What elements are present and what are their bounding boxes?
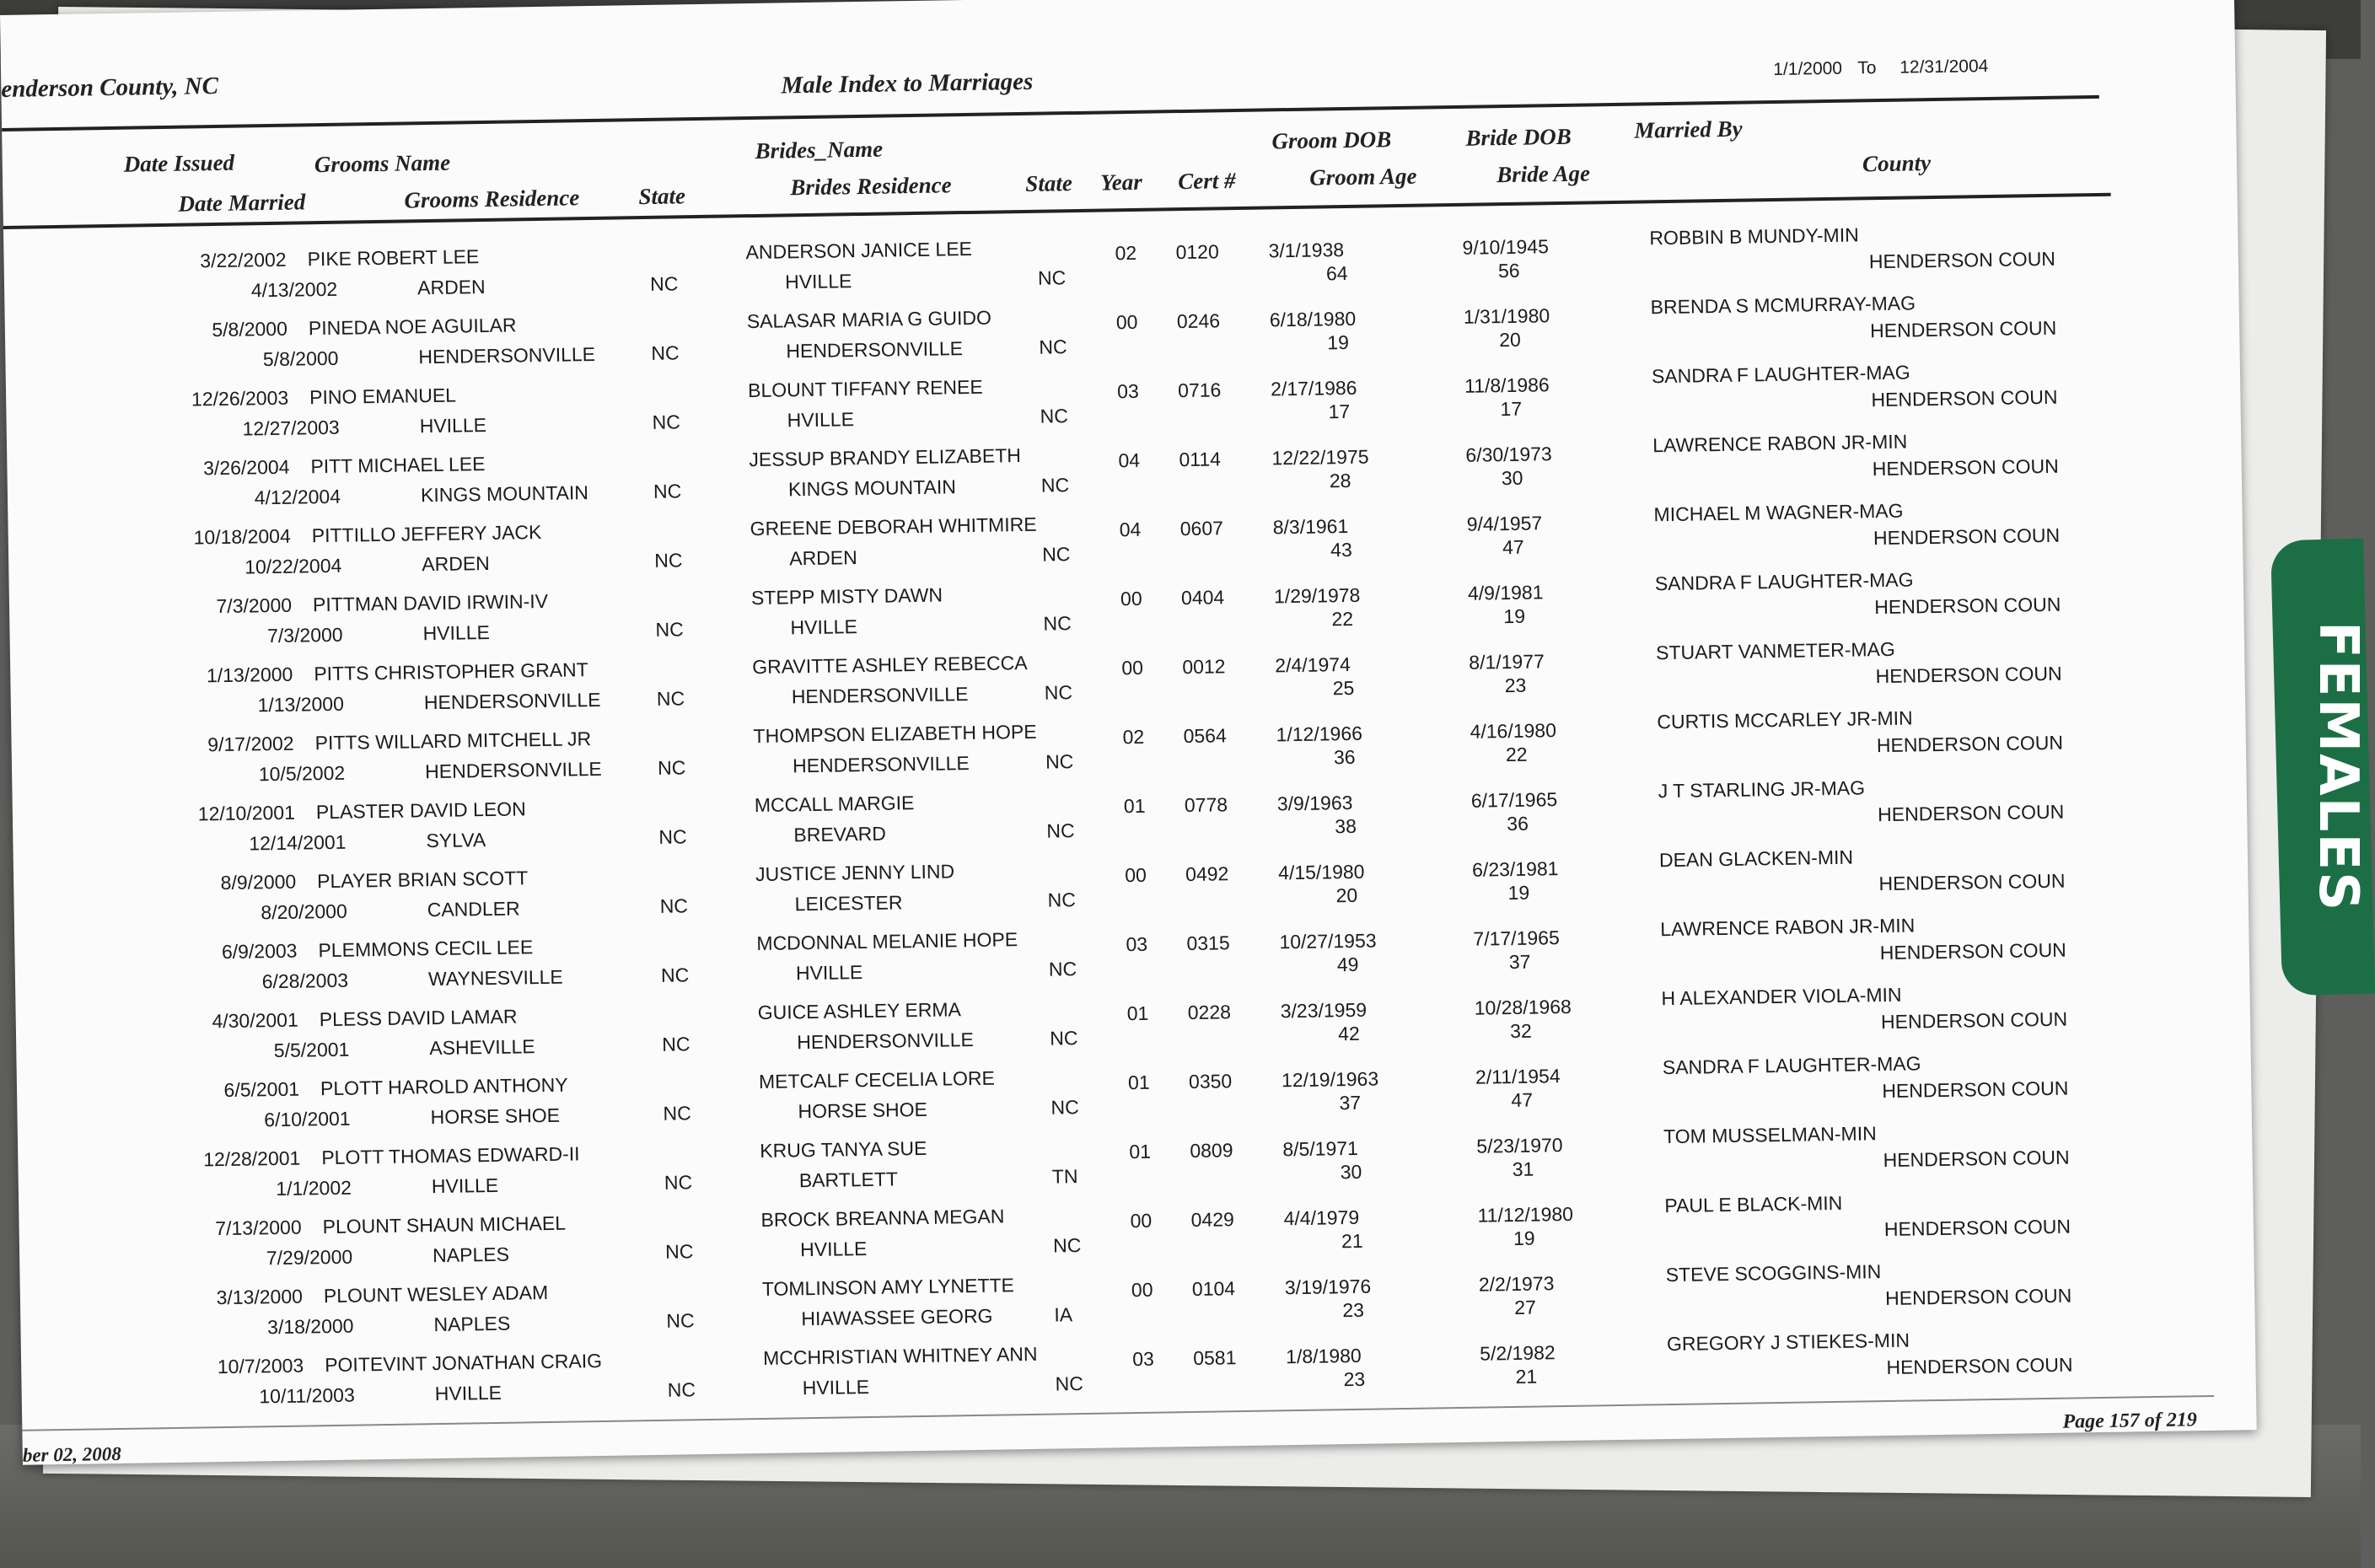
- date-married-cell: 4/12/2004: [254, 485, 341, 509]
- cert-cell: 0716: [1177, 379, 1222, 402]
- col-date-issued: Date Issued: [123, 149, 235, 177]
- col-brides-residence: Brides Residence: [790, 172, 952, 201]
- bride-dob-cell: 9/10/1945: [1462, 235, 1550, 259]
- cert-cell: 0104: [1191, 1277, 1236, 1300]
- bride-name-cell: STEPP MISTY DAWN: [750, 583, 943, 609]
- date-married-cell: 1/1/2002: [276, 1176, 352, 1200]
- date-married-cell: 7/29/2000: [266, 1245, 353, 1270]
- date-issued-cell: 3/26/2004: [202, 455, 290, 480]
- groom-dob-cell: 12/22/1975: [1271, 445, 1369, 470]
- date-issued-cell: 7/13/2000: [215, 1216, 302, 1240]
- married-by-cell: LAWRENCE RABON JR-MIN: [1652, 430, 1908, 457]
- groom-state-cell: NC: [664, 1240, 694, 1263]
- bride-state-cell: TN: [1051, 1165, 1078, 1188]
- date-issued-cell: 6/9/2003: [221, 939, 298, 964]
- bride-name-cell: GUICE ASHLEY ERMA: [757, 998, 962, 1024]
- bride-dob-cell: 2/11/1954: [1475, 1065, 1561, 1088]
- bride-dob-cell: 11/8/1986: [1464, 373, 1550, 397]
- date-issued-cell: 1/13/2000: [206, 663, 293, 687]
- groom-name-cell: PITT MICHAEL LEE: [310, 453, 486, 478]
- bride-age-cell: 31: [1512, 1157, 1534, 1180]
- bride-state-cell: NC: [1050, 1027, 1078, 1050]
- bride-name-cell: SALASAR MARIA G GUIDO: [746, 306, 992, 333]
- year-cell: 00: [1131, 1278, 1153, 1302]
- print-date: ber 02, 2008: [22, 1442, 121, 1466]
- groom-residence-cell: HENDERSONVILLE: [424, 757, 602, 783]
- groom-age-cell: 25: [1332, 676, 1355, 700]
- bride-residence-cell: HVILLE: [790, 615, 857, 639]
- bride-residence-cell: HENDERSONVILLE: [792, 752, 970, 777]
- date-range-to-label: To: [1857, 58, 1877, 78]
- groom-state-cell: NC: [660, 964, 690, 986]
- date-range-to: 12/31/2004: [1899, 56, 1989, 78]
- year-cell: 01: [1126, 1001, 1149, 1025]
- groom-name-cell: PIKE ROBERT LEE: [307, 245, 480, 271]
- married-by-cell: SANDRA F LAUGHTER-MAG: [1662, 1052, 1921, 1079]
- date-issued-cell: 12/28/2001: [203, 1146, 301, 1171]
- cert-cell: 0404: [1180, 586, 1225, 609]
- year-cell: 03: [1116, 379, 1139, 403]
- bride-dob-cell: 8/1/1977: [1469, 650, 1545, 674]
- year-cell: 01: [1123, 794, 1146, 818]
- married-by-cell: ROBBIN B MUNDY-MIN: [1649, 223, 1859, 250]
- bride-dob-cell: 5/23/1970: [1476, 1134, 1563, 1157]
- groom-state-cell: NC: [662, 1033, 690, 1055]
- married-by-cell: STUART VANMETER-MAG: [1655, 637, 1895, 664]
- bride-state-cell: NC: [1037, 266, 1067, 289]
- date-issued-cell: 4/30/2001: [212, 1008, 298, 1033]
- groom-residence-cell: HORSE SHOE: [430, 1104, 561, 1129]
- groom-residence-cell: HVILLE: [431, 1173, 499, 1198]
- married-by-cell: TOM MUSSELMAN-MIN: [1663, 1122, 1877, 1148]
- bride-state-cell: NC: [1050, 1096, 1079, 1119]
- cert-cell: 0429: [1190, 1208, 1234, 1231]
- year-cell: 00: [1121, 656, 1144, 679]
- groom-dob-cell: 2/4/1974: [1275, 652, 1351, 677]
- married-by-cell: CURTIS MCCARLEY JR-MIN: [1657, 706, 1913, 733]
- bride-state-cell: NC: [1048, 958, 1077, 980]
- married-by-cell: LAWRENCE RABON JR-MIN: [1660, 914, 1916, 941]
- bride-age-cell: 56: [1497, 259, 1520, 282]
- groom-name-cell: PITTS WILLARD MITCHELL JR: [314, 728, 592, 754]
- bride-age-cell: 19: [1507, 881, 1530, 905]
- date-married-cell: 3/18/2000: [266, 1314, 354, 1339]
- married-by-cell: H ALEXANDER VIOLA-MIN: [1661, 983, 1902, 1010]
- cert-cell: 0228: [1187, 1001, 1232, 1024]
- groom-name-cell: PLAYER BRIAN SCOTT: [316, 867, 529, 893]
- groom-state-cell: NC: [659, 894, 689, 917]
- county-cell: HENDERSON COUN: [1880, 1007, 2068, 1034]
- bride-age-cell: 21: [1515, 1365, 1538, 1388]
- groom-residence-cell: ARDEN: [416, 275, 486, 299]
- bride-state-cell: NC: [1040, 474, 1070, 497]
- groom-residence-cell: KINGS MOUNTAIN: [420, 481, 589, 507]
- year-cell: 02: [1115, 241, 1137, 265]
- bride-age-cell: 20: [1499, 328, 1522, 352]
- bride-name-cell: MCCHRISTIAN WHITNEY ANN: [762, 1342, 1038, 1369]
- bride-name-cell: THOMPSON ELIZABETH HOPE: [753, 720, 1037, 748]
- groom-dob-cell: 3/9/1963: [1276, 791, 1353, 815]
- date-married-cell: 5/5/2001: [273, 1038, 350, 1062]
- groom-state-cell: NC: [657, 756, 686, 779]
- groom-dob-cell: 8/3/1961: [1272, 514, 1349, 539]
- bride-residence-cell: BREVARD: [793, 822, 887, 846]
- bride-dob-cell: 5/2/1982: [1479, 1341, 1556, 1365]
- date-issued-cell: 9/17/2002: [207, 732, 294, 756]
- bride-name-cell: METCALF CECELIA LORE: [758, 1066, 996, 1093]
- groom-state-cell: NC: [656, 687, 685, 710]
- groom-state-cell: NC: [654, 549, 683, 572]
- bride-age-cell: 23: [1504, 674, 1527, 697]
- groom-state-cell: NC: [658, 825, 687, 848]
- bride-state-cell: NC: [1040, 405, 1069, 427]
- groom-residence-cell: HVILLE: [419, 413, 487, 438]
- bride-name-cell: JESSUP BRANDY ELIZABETH: [749, 444, 1022, 471]
- bride-dob-cell: 4/16/1980: [1470, 719, 1557, 743]
- index-tab-label: FEMALES: [2307, 621, 2369, 913]
- bride-age-cell: 19: [1513, 1227, 1535, 1249]
- groom-dob-cell: 4/15/1980: [1277, 860, 1365, 884]
- bride-age-cell: 37: [1508, 950, 1531, 974]
- groom-name-cell: PINEDA NOE AGUILAR: [308, 314, 517, 340]
- col-date-married: Date Married: [178, 189, 306, 217]
- date-married-cell: 8/20/2000: [261, 899, 347, 924]
- groom-age-cell: 22: [1331, 607, 1354, 631]
- bride-dob-cell: 2/2/1973: [1478, 1272, 1555, 1296]
- bride-age-cell: 22: [1505, 743, 1528, 766]
- bride-residence-cell: ARDEN: [789, 546, 857, 570]
- bride-dob-cell: 10/28/1968: [1474, 995, 1572, 1019]
- year-cell: 00: [1124, 863, 1147, 887]
- groom-state-cell: NC: [667, 1378, 696, 1401]
- bride-residence-cell: HVILLE: [784, 270, 852, 293]
- groom-residence-cell: HENDERSONVILLE: [423, 688, 601, 714]
- date-issued-cell: 10/7/2003: [217, 1354, 304, 1378]
- married-by-cell: SANDRA F LAUGHTER-MAG: [1651, 361, 1910, 388]
- year-cell: 04: [1118, 448, 1141, 472]
- groom-name-cell: POITEVINT JONATHAN CRAIG: [324, 1349, 603, 1377]
- groom-age-cell: 38: [1335, 814, 1357, 838]
- cert-cell: 0315: [1186, 932, 1230, 955]
- groom-age-cell: 23: [1342, 1298, 1365, 1322]
- bride-residence-cell: HVILLE: [795, 961, 863, 985]
- date-married-cell: 5/8/2000: [262, 346, 339, 371]
- married-by-cell: SANDRA F LAUGHTER-MAG: [1654, 568, 1914, 595]
- date-issued-cell: 12/26/2003: [191, 386, 289, 411]
- groom-age-cell: 19: [1327, 330, 1350, 354]
- groom-name-cell: PLOTT HAROLD ANTHONY: [320, 1073, 568, 1100]
- date-married-cell: 10/22/2004: [244, 554, 342, 578]
- county-cell: HENDERSON COUN: [1886, 1353, 2073, 1379]
- groom-dob-cell: 8/5/1971: [1282, 1136, 1359, 1161]
- groom-age-cell: 42: [1337, 1022, 1360, 1045]
- page-number: Page 157 of 219: [2062, 1409, 2198, 1433]
- col-groom-dob: Groom DOB: [1271, 126, 1392, 154]
- header-rule-top: [2, 95, 2099, 132]
- bride-age-cell: 30: [1501, 466, 1523, 490]
- county-cell: HENDERSON COUN: [1873, 524, 2061, 550]
- county-cell: HENDERSON COUN: [1879, 938, 2066, 964]
- groom-state-cell: NC: [663, 1102, 691, 1125]
- bride-name-cell: BROCK BREANNA MEGAN: [760, 1205, 1005, 1231]
- bride-age-cell: 47: [1502, 535, 1524, 559]
- married-by-cell: GREGORY J STIEKES-MIN: [1666, 1329, 1910, 1356]
- date-issued-cell: 3/13/2000: [216, 1285, 304, 1309]
- groom-name-cell: PITTMAN DAVID IRWIN-IV: [312, 589, 549, 616]
- bride-age-cell: 47: [1511, 1088, 1534, 1112]
- county-cell: HENDERSON COUN: [1876, 731, 2064, 757]
- bride-residence-cell: HENDERSONVILLE: [797, 1028, 975, 1054]
- county-cell: HENDERSON COUN: [1884, 1284, 2072, 1310]
- bride-residence-cell: HVILLE: [799, 1238, 868, 1261]
- groom-dob-cell: 3/1/1938: [1268, 238, 1345, 262]
- bride-name-cell: BLOUNT TIFFANY RENEE: [747, 375, 983, 402]
- date-married-cell: 1/13/2000: [257, 692, 345, 717]
- groom-dob-cell: 10/27/1953: [1279, 929, 1377, 953]
- bride-dob-cell: 6/23/1981: [1471, 857, 1559, 881]
- groom-state-cell: NC: [655, 618, 684, 641]
- year-cell: 02: [1122, 725, 1145, 749]
- cert-cell: 0114: [1179, 448, 1222, 471]
- groom-age-cell: 20: [1335, 883, 1358, 907]
- married-by-cell: DEAN GLACKEN-MIN: [1658, 846, 1854, 872]
- col-groom-state: State: [638, 183, 686, 210]
- header-rule-bottom: [3, 193, 2111, 229]
- bride-residence-cell: BARTLETT: [798, 1168, 899, 1192]
- groom-dob-cell: 1/8/1980: [1285, 1344, 1362, 1368]
- year-cell: 00: [1115, 310, 1138, 334]
- col-married-by: Married By: [1634, 115, 1743, 143]
- date-married-cell: 6/28/2003: [261, 969, 349, 993]
- bride-age-cell: 36: [1507, 812, 1529, 835]
- year-cell: 00: [1130, 1209, 1153, 1232]
- date-married-cell: 12/14/2001: [249, 830, 347, 855]
- date-issued-cell: 3/22/2002: [200, 248, 287, 272]
- bride-dob-cell: 6/17/1965: [1470, 788, 1558, 812]
- col-brides-name: Brides_Name: [755, 136, 884, 164]
- date-married-cell: 10/11/2003: [259, 1383, 355, 1408]
- col-grooms-name: Grooms Name: [314, 149, 451, 178]
- groom-age-cell: 23: [1343, 1367, 1366, 1391]
- cert-cell: 0012: [1182, 655, 1226, 679]
- bride-residence-cell: HVILLE: [787, 408, 855, 432]
- groom-name-cell: PLASTER DAVID LEON: [315, 797, 526, 824]
- date-issued-cell: 10/18/2004: [193, 524, 291, 549]
- bride-name-cell: KRUG TANYA SUE: [760, 1136, 927, 1163]
- groom-residence-cell: WAYNESVILLE: [427, 965, 563, 991]
- year-cell: 04: [1119, 518, 1142, 541]
- col-cert: Cert #: [1178, 168, 1236, 195]
- groom-residence-cell: HVILLE: [422, 620, 491, 645]
- groom-dob-cell: 1/12/1966: [1276, 722, 1363, 746]
- county-cell: HENDERSON COUN: [1877, 800, 2065, 826]
- groom-state-cell: NC: [652, 411, 681, 433]
- cert-cell: 0564: [1183, 724, 1227, 748]
- bride-residence-cell: HORSE SHOE: [798, 1098, 928, 1123]
- bride-dob-cell: 4/9/1981: [1467, 581, 1544, 604]
- bride-name-cell: GREENE DEBORAH WHITMIRE: [750, 513, 1037, 540]
- cert-cell: 0246: [1176, 309, 1221, 333]
- groom-name-cell: PITTS CHRISTOPHER GRANT: [314, 658, 588, 685]
- groom-age-cell: 30: [1340, 1160, 1362, 1184]
- cert-cell: 0607: [1179, 517, 1224, 540]
- bride-name-cell: MCDONNAL MELANIE HOPE: [756, 928, 1018, 955]
- bride-age-cell: 17: [1500, 397, 1523, 421]
- groom-state-cell: NC: [649, 272, 679, 295]
- county-cell: HENDERSON COUN: [1882, 1077, 2069, 1103]
- county-cell: HENDERSON COUN: [1883, 1215, 2071, 1241]
- bride-state-cell: NC: [1055, 1372, 1084, 1395]
- col-county: County: [1862, 150, 1932, 177]
- year-cell: 00: [1120, 587, 1142, 610]
- bride-dob-cell: 1/31/1980: [1463, 304, 1550, 328]
- groom-age-cell: 64: [1325, 261, 1348, 285]
- county-cell: HENDERSON COUN: [1875, 662, 2062, 688]
- married-by-cell: PAUL E BLACK-MIN: [1664, 1191, 1843, 1217]
- groom-name-cell: PLOTT THOMAS EDWARD-II: [321, 1142, 580, 1169]
- bride-dob-cell: 11/12/1980: [1477, 1202, 1574, 1227]
- bride-residence-cell: HENDERSONVILLE: [791, 683, 969, 708]
- bride-name-cell: TOMLINSON AMY LYNETTE: [761, 1274, 1015, 1300]
- bride-state-cell: NC: [1046, 819, 1075, 842]
- bride-dob-cell: 6/30/1973: [1465, 443, 1552, 466]
- married-by-cell: J T STARLING JR-MAG: [1658, 776, 1866, 803]
- groom-residence-cell: CANDLER: [427, 897, 520, 921]
- bride-age-cell: 27: [1514, 1296, 1537, 1318]
- groom-residence-cell: ASHEVILLE: [429, 1035, 535, 1060]
- groom-name-cell: PITTILLO JEFFERY JACK: [311, 520, 542, 547]
- groom-residence-cell: SYLVA: [426, 829, 486, 852]
- groom-state-cell: NC: [666, 1309, 695, 1332]
- bride-residence-cell: HENDERSONVILLE: [786, 337, 964, 362]
- groom-residence-cell: HVILLE: [434, 1381, 502, 1405]
- groom-name-cell: PLEMMONS CECIL LEE: [318, 936, 534, 962]
- date-married-cell: 4/13/2002: [250, 277, 338, 302]
- groom-name-cell: PLOUNT SHAUN MICHAEL: [322, 1211, 567, 1238]
- date-married-cell: 12/27/2003: [242, 416, 340, 440]
- bride-name-cell: MCCALL MARGIE: [754, 792, 915, 817]
- bride-age-cell: 19: [1503, 604, 1526, 628]
- cert-cell: 0120: [1175, 240, 1219, 264]
- year-cell: 01: [1129, 1140, 1152, 1163]
- cert-cell: 0350: [1188, 1070, 1233, 1093]
- bride-residence-cell: KINGS MOUNTAIN: [787, 475, 957, 501]
- county-cell: HENDERSON COUN: [1868, 247, 2056, 273]
- groom-dob-cell: 12/19/1963: [1281, 1067, 1379, 1092]
- groom-state-cell: NC: [651, 341, 680, 364]
- groom-dob-cell: 4/4/1979: [1283, 1206, 1360, 1230]
- bride-state-cell: NC: [1052, 1234, 1082, 1257]
- groom-age-cell: 49: [1336, 953, 1359, 976]
- report-title: Male Index to Marriages: [781, 67, 1034, 99]
- county-title: enderson County, NC: [1, 72, 219, 103]
- groom-age-cell: 21: [1341, 1229, 1363, 1253]
- groom-residence-cell: ARDEN: [422, 551, 491, 576]
- date-married-cell: 10/5/2002: [258, 761, 346, 786]
- groom-age-cell: 17: [1328, 400, 1351, 423]
- bride-name-cell: ANDERSON JANICE LEE: [745, 237, 973, 264]
- col-bride-dob: Bride DOB: [1465, 123, 1572, 151]
- groom-name-cell: PINO EMANUEL: [309, 384, 457, 409]
- date-range-from: 1/1/2000: [1773, 58, 1843, 79]
- col-grooms-residence: Grooms Residence: [404, 185, 580, 213]
- cert-cell: 0492: [1185, 862, 1229, 886]
- cert-cell: 0778: [1184, 793, 1228, 817]
- groom-age-cell: 43: [1330, 538, 1352, 561]
- groom-age-cell: 28: [1329, 469, 1351, 492]
- bride-dob-cell: 7/17/1965: [1473, 926, 1560, 950]
- groom-state-cell: NC: [653, 480, 682, 502]
- bride-dob-cell: 9/4/1957: [1466, 512, 1543, 535]
- date-married-cell: 6/10/2001: [264, 1107, 351, 1131]
- bride-state-cell: NC: [1047, 889, 1077, 911]
- groom-age-cell: 37: [1339, 1091, 1362, 1114]
- cert-cell: 0809: [1190, 1139, 1233, 1162]
- married-by-cell: STEVE SCOGGINS-MIN: [1665, 1260, 1882, 1286]
- date-issued-cell: 8/9/2000: [220, 870, 297, 894]
- date-issued-cell: 6/5/2001: [223, 1077, 300, 1101]
- groom-residence-cell: HENDERSONVILLE: [418, 342, 596, 368]
- col-groom-age: Groom Age: [1308, 163, 1417, 191]
- bride-state-cell: NC: [1039, 336, 1067, 358]
- groom-dob-cell: 2/17/1986: [1270, 376, 1357, 400]
- bride-state-cell: IA: [1054, 1303, 1073, 1326]
- col-bride-age: Bride Age: [1496, 160, 1591, 188]
- date-issued-cell: 7/3/2000: [216, 593, 293, 618]
- groom-dob-cell: 3/23/1959: [1280, 998, 1368, 1023]
- bride-residence-cell: HIAWASSEE GEORG: [801, 1304, 993, 1330]
- groom-dob-cell: 6/18/1980: [1269, 307, 1357, 331]
- date-issued-cell: 5/8/2000: [212, 317, 288, 341]
- col-bride-state: State: [1025, 170, 1073, 196]
- bride-state-cell: NC: [1044, 681, 1073, 704]
- bride-state-cell: NC: [1043, 612, 1072, 635]
- bride-age-cell: 32: [1509, 1019, 1532, 1043]
- bride-residence-cell: LEICESTER: [794, 891, 903, 916]
- year-cell: 03: [1126, 932, 1148, 956]
- cert-cell: 0581: [1192, 1346, 1237, 1369]
- year-cell: 03: [1132, 1347, 1154, 1371]
- bride-name-cell: JUSTICE JENNY LIND: [755, 860, 955, 886]
- county-cell: HENDERSON COUN: [1871, 385, 2058, 411]
- county-cell: HENDERSON COUN: [1883, 1146, 2070, 1172]
- col-year: Year: [1100, 169, 1143, 196]
- bride-state-cell: NC: [1041, 543, 1071, 566]
- groom-residence-cell: NAPLES: [433, 1312, 511, 1336]
- county-cell: HENDERSON COUN: [1874, 593, 2061, 619]
- groom-dob-cell: 1/29/1978: [1273, 583, 1361, 608]
- bride-residence-cell: HVILLE: [802, 1376, 870, 1399]
- groom-age-cell: 36: [1333, 745, 1356, 769]
- groom-name-cell: PLOUNT WESLEY ADAM: [323, 1281, 549, 1308]
- bride-state-cell: NC: [1045, 750, 1074, 773]
- married-by-cell: MICHAEL M WAGNER-MAG: [1653, 499, 1904, 526]
- groom-state-cell: NC: [664, 1171, 693, 1194]
- county-cell: HENDERSON COUN: [1869, 316, 2057, 342]
- date-issued-cell: 12/10/2001: [197, 801, 296, 825]
- date-married-cell: 7/3/2000: [266, 623, 343, 647]
- married-by-cell: BRENDA S MCMURRAY-MAG: [1650, 292, 1916, 319]
- year-cell: 01: [1127, 1071, 1150, 1094]
- groom-name-cell: PLESS DAVID LAMAR: [319, 1005, 518, 1031]
- bride-name-cell: GRAVITTE ASHLEY REBECCA: [752, 651, 1028, 679]
- groom-residence-cell: NAPLES: [432, 1243, 510, 1267]
- county-cell: HENDERSON COUN: [1872, 454, 2059, 481]
- groom-dob-cell: 3/19/1976: [1284, 1275, 1372, 1299]
- county-cell: HENDERSON COUN: [1878, 869, 2066, 895]
